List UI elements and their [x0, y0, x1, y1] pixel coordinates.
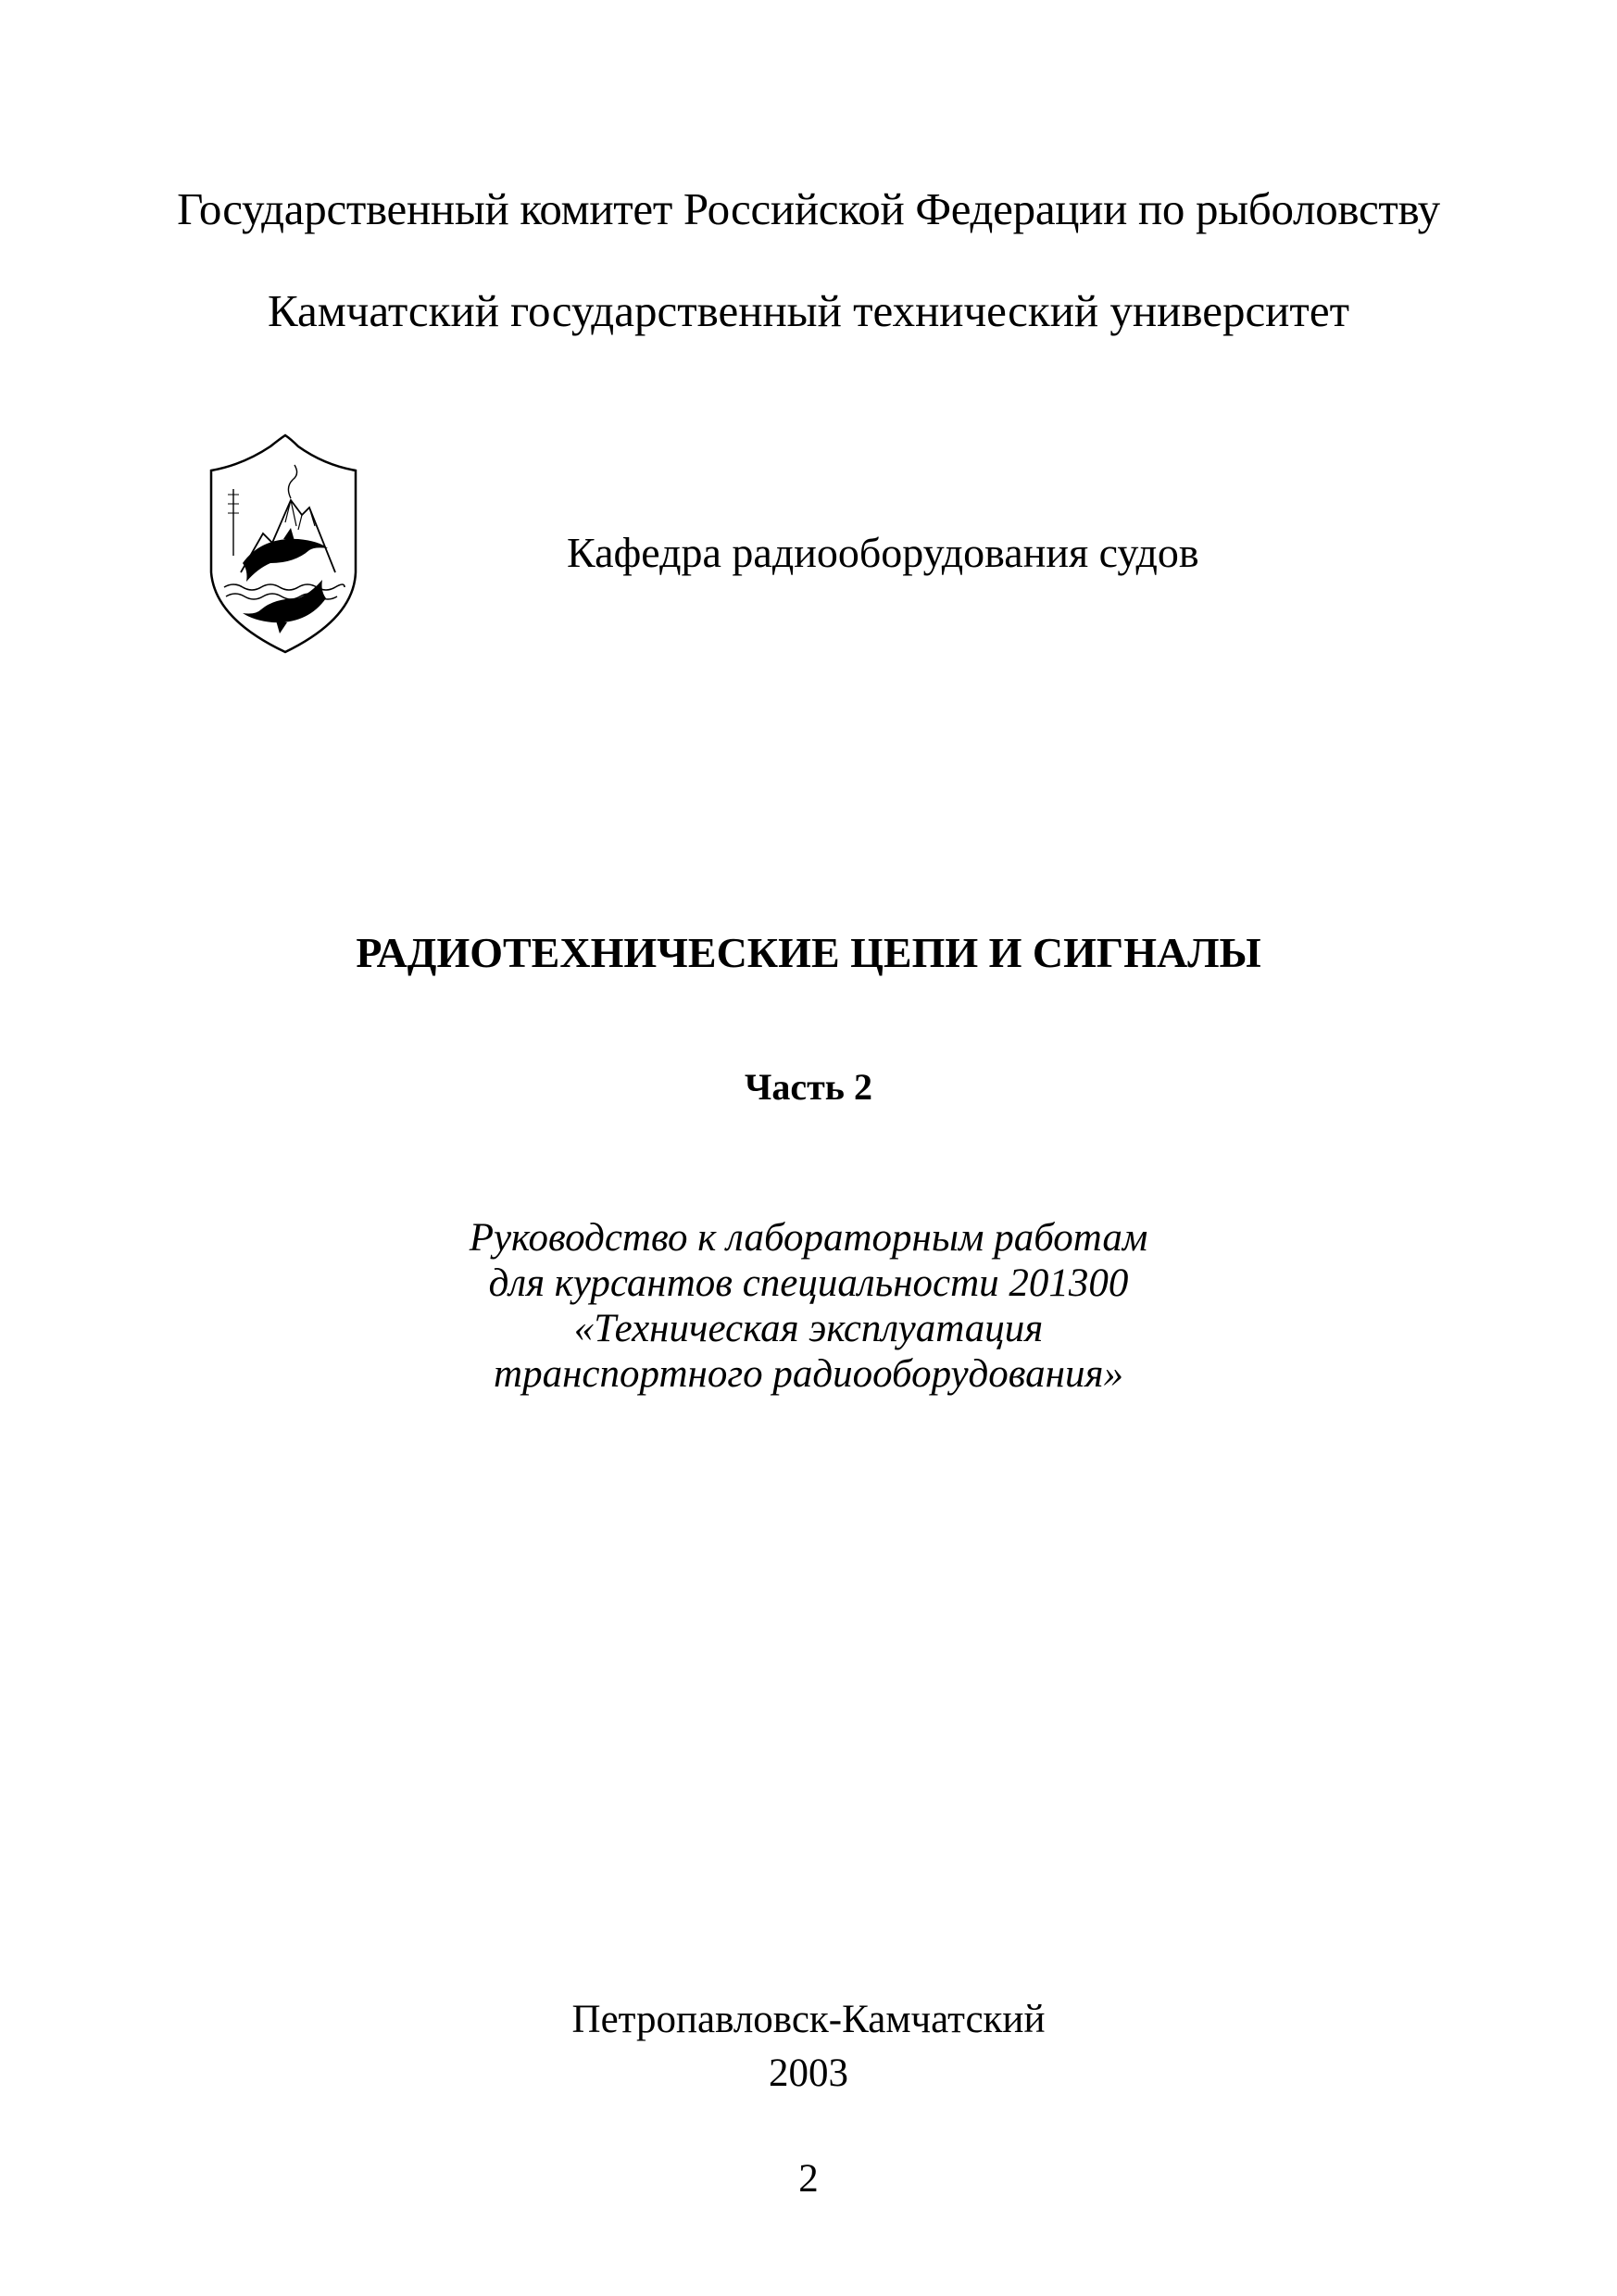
- department-name: Кафедра радиооборудования судов: [567, 529, 1199, 576]
- university-name: Камчатский государственный технический университет: [268, 285, 1349, 336]
- subtitle-block: [0, 1215, 1617, 1397]
- subtitle-line: Руководство к лабораторным работам: [469, 1216, 1148, 1260]
- subtitle-line: транспортного радиооборудования»: [494, 1352, 1123, 1396]
- ministry-name: Государственный комитет Российской Федерации по рыболовству: [177, 183, 1440, 234]
- subtitle-line: «Техническая эксплуатация: [573, 1307, 1044, 1350]
- subtitle-line: для курсантов специальности 201300: [488, 1261, 1129, 1305]
- university-emblem-icon: [206, 433, 361, 656]
- part-label: Часть 2: [745, 1066, 872, 1108]
- document-title: РАДИОТЕХНИЧЕСКИЕ ЦЕПИ И СИГНАЛЫ: [356, 929, 1261, 976]
- publication-city: Петропавловск-Камчатский: [571, 1998, 1046, 2041]
- page-number: 2: [798, 2157, 819, 2201]
- publication-year: 2003: [769, 2051, 848, 2095]
